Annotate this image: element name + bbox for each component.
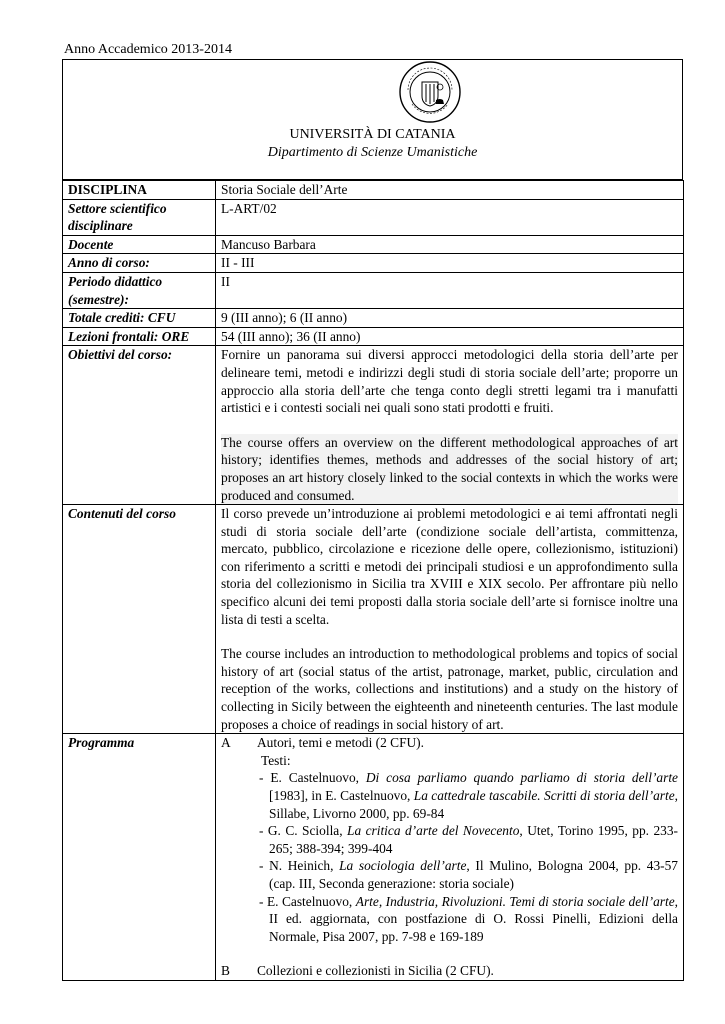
academic-year: Anno Accademico 2013-2014 (64, 42, 232, 57)
row-lezioni (63, 327, 684, 346)
label-crediti: Totale crediti: CFU (63, 309, 216, 328)
row-disciplina (63, 181, 684, 200)
texts-label: Testi: (261, 752, 291, 768)
value-disciplina: Storia Sociale dell’Arte (216, 181, 684, 200)
value-obiettivi (216, 346, 684, 505)
list-item: - G. C. Sciolla, La critica d’arte del Novecento, Utet, Torino 1995, pp. 233-265; 388-394; 399-404 (259, 823, 678, 856)
row-anno (63, 254, 684, 273)
contenuti-italian: Il corso prevede un’introduzione ai problemi metodologici e ai temi affrontati negli studi di storia sociale dell’arte (condizione sociale dell’artista, committenza, mercato, pubblico, circolazione e ricezione delle opere, collezionismo, istituzioni) con riferimento a scritti e metodi dei principali studiosi e un approfondimento sulla storia del collezionismo in Sicilia tra XVIII e XIX secolo. Per affrontare più nello specifico alcuni dei temi proposti dalla storia sociale dell’arte si fornisce inoltre una lista di testi a scelta. (221, 506, 678, 627)
department-name: Dipartimento di Scienze Umanistiche (267, 145, 478, 160)
module-b-title: Collezioni e collezionisti in Sicilia (2 CFU). (257, 963, 494, 979)
label-obiettivi: Obiettivi del corso: (63, 346, 216, 505)
row-docente (63, 235, 684, 254)
obiettivi-italian: Fornire un panorama sui diversi approcci metodologici della storia dell’arte per delineare temi, metodi e indirizzi degli studi di storia sociale dell’arte; proporre un approccio alla storia dell’arte che tenga conto degli stretti legami tra i manufatti artistici e i contesti sociali nei quali sono stati prodotti e fruiti. (221, 347, 678, 416)
module-a-title: Autori, temi e metodi (2 CFU). (257, 735, 424, 751)
list-item: - N. Heinich, La sociologia dell’arte, Il Mulino, Bologna 2004, pp. 43-57 (cap. III, Seconda generazione: storia sociale) (259, 858, 678, 891)
course-sheet (62, 59, 683, 981)
label-disciplina: DISCIPLINA (63, 181, 216, 200)
row-programma (63, 734, 684, 981)
label-lezioni: Lezioni frontali: ORE (63, 327, 216, 346)
university-name: UNIVERSITÀ DI CATANIA (289, 127, 456, 142)
label-periodo: Periodo didattico (semestre): (63, 272, 216, 308)
list-item: - E. Castelnuovo, Arte, Industria, Rivoluzioni. Temi di storia sociale dell’arte, II ed. aggiornata, con postfazione di O. Rossi Pinelli, Edizioni della Normale, Pisa 2007, pp. 7-98 e 169-189 (259, 893, 679, 944)
value-programma (216, 734, 684, 981)
label-contenuti: Contenuti del corso (63, 505, 216, 734)
row-settore (63, 199, 684, 235)
module-b-letter: B (221, 963, 230, 979)
value-settore: L-ART/02 (216, 199, 684, 235)
contenuti-english: The course includes an introduction to methodological problems and topics of social history of art (social status of the artist, patronage, market, public, circulation and reception of the works, collections and institutions) and a study on the history of collecting in Sicily between the eighteenth and nineteenth centuries. The last module proposes a choice of readings in social history of art. (221, 646, 678, 732)
value-crediti: 9 (III anno); 6 (II anno) (216, 309, 684, 328)
module-b (221, 962, 678, 980)
obiettivi-english: The course offers an overview on the different methodological approaches of art history; identifies themes, methods and addresses of the social history of art; proposes an art history closely linked to the social contexts in which the works were produced and consumed. (221, 434, 678, 503)
value-periodo: II (216, 272, 684, 308)
label-anno: Anno di corso: (63, 254, 216, 273)
university-seal-icon (398, 60, 462, 124)
value-docente: Mancuso Barbara (216, 235, 684, 254)
label-docente: Docente (63, 235, 216, 254)
header-box (62, 59, 683, 180)
row-crediti (63, 309, 684, 328)
row-obiettivi (63, 346, 684, 505)
module-a-letter: A (221, 735, 231, 751)
value-anno: II - III (216, 254, 684, 273)
label-programma: Programma (63, 734, 216, 981)
list-item: - E. Castelnuovo, Di cosa parliamo quando parliamo di storia dell’arte [1983], in E. Castelnuovo, La cattedrale tascabile. Scritti di storia dell’arte, Sillabe, Livorno 2000, pp. 69-84 (259, 770, 678, 821)
module-a (221, 734, 678, 752)
row-contenuti (63, 505, 684, 734)
course-info-table (62, 180, 684, 981)
label-settore: Settore scientifico disciplinare (63, 199, 216, 235)
row-periodo (63, 272, 684, 308)
value-lezioni: 54 (III anno); 36 (II anno) (216, 327, 684, 346)
value-contenuti (216, 505, 684, 734)
